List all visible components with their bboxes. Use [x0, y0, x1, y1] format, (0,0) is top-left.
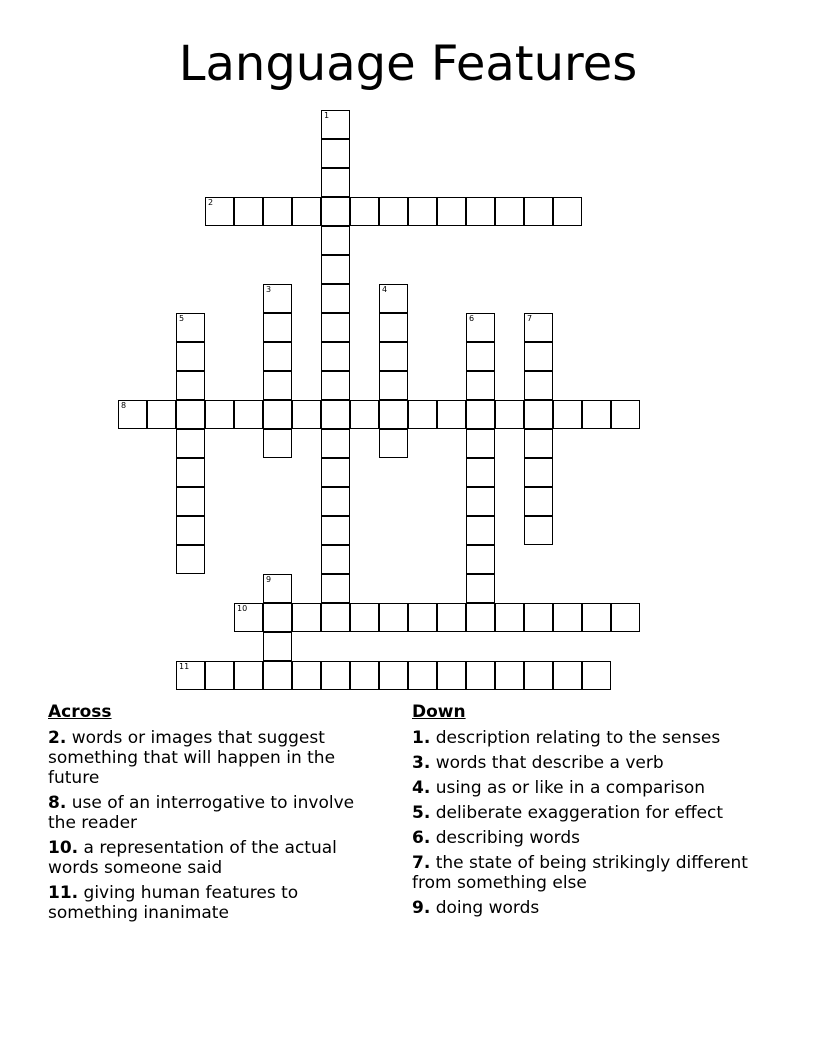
clue-number: 2: [208, 198, 214, 207]
grid-cell[interactable]: [379, 371, 408, 400]
clue-num: 11.: [48, 883, 79, 903]
grid-cell[interactable]: [205, 661, 234, 690]
grid-cell[interactable]: [466, 197, 495, 226]
grid-cell[interactable]: [611, 603, 640, 632]
down-clue: [412, 898, 762, 918]
clue-text: giving human features to something inanimate: [48, 883, 299, 923]
grid-cell[interactable]: [582, 661, 611, 690]
grid-cell[interactable]: [147, 400, 176, 429]
page-title: Language Features: [178, 36, 638, 92]
down-clue: [412, 803, 762, 823]
grid-cell[interactable]: [582, 400, 611, 429]
grid-cell[interactable]: [379, 313, 408, 342]
grid-cell[interactable]: [379, 661, 408, 690]
across-clue: [48, 838, 378, 878]
clue-number: 5: [179, 314, 185, 323]
grid-cell[interactable]: [379, 342, 408, 371]
clue-text: description relating to the senses: [435, 728, 721, 748]
grid-cell[interactable]: [263, 400, 292, 429]
clue-text: deliberate exaggeration for effect: [435, 803, 724, 823]
grid-cell[interactable]: [205, 400, 234, 429]
clue-num: 2.: [48, 728, 67, 748]
grid-cell[interactable]: [524, 487, 553, 516]
grid-cell[interactable]: [379, 429, 408, 458]
grid-cell[interactable]: [553, 603, 582, 632]
grid-cell[interactable]: [437, 400, 466, 429]
grid-cell[interactable]: [524, 313, 553, 342]
grid-cell[interactable]: [321, 168, 350, 197]
grid-cell[interactable]: [263, 429, 292, 458]
grid-cell[interactable]: [321, 371, 350, 400]
grid-cell[interactable]: [292, 197, 321, 226]
grid-cell[interactable]: [234, 603, 263, 632]
clue-number: 3: [266, 285, 272, 294]
grid-cell[interactable]: [495, 603, 524, 632]
clue-num: 3.: [412, 753, 431, 773]
grid-cell[interactable]: [321, 255, 350, 284]
grid-cell[interactable]: [466, 458, 495, 487]
clue-text: use of an interrogative to involve the reader: [48, 793, 355, 833]
grid-cell[interactable]: [292, 400, 321, 429]
grid-cell[interactable]: [263, 603, 292, 632]
grid-cell[interactable]: [321, 516, 350, 545]
clue-num: 5.: [412, 803, 431, 823]
clue-num: 8.: [48, 793, 67, 813]
grid-cell[interactable]: [466, 661, 495, 690]
down-clue: [412, 828, 762, 848]
grid-cell[interactable]: [321, 139, 350, 168]
grid-cell[interactable]: [524, 516, 553, 545]
grid-cell[interactable]: [379, 197, 408, 226]
grid-cell[interactable]: [611, 400, 640, 429]
grid-cell[interactable]: [263, 313, 292, 342]
clue-num: 10.: [48, 838, 79, 858]
grid-cell[interactable]: [466, 342, 495, 371]
grid-cell[interactable]: [176, 429, 205, 458]
grid-cell[interactable]: [437, 197, 466, 226]
grid-cell[interactable]: [263, 342, 292, 371]
grid-cell[interactable]: [176, 516, 205, 545]
grid-cell[interactable]: [263, 574, 292, 603]
grid-cell[interactable]: [176, 400, 205, 429]
clue-text: words that describe a verb: [435, 753, 664, 773]
grid-cell[interactable]: [553, 400, 582, 429]
clue-text: doing words: [435, 898, 540, 918]
grid-cell[interactable]: [205, 197, 234, 226]
down-clue: [412, 753, 762, 773]
grid-cell[interactable]: [292, 603, 321, 632]
grid-cell[interactable]: [263, 632, 292, 661]
clue-text: describing words: [435, 828, 580, 848]
grid-cell[interactable]: [379, 603, 408, 632]
grid-cell[interactable]: [524, 458, 553, 487]
grid-cell[interactable]: [321, 284, 350, 313]
grid-cell[interactable]: [321, 429, 350, 458]
grid-cell[interactable]: [350, 661, 379, 690]
grid-cell[interactable]: [263, 197, 292, 226]
grid-cell[interactable]: [466, 371, 495, 400]
grid-cell[interactable]: [176, 342, 205, 371]
grid-cell[interactable]: [553, 197, 582, 226]
grid-cell[interactable]: [321, 197, 350, 226]
across-heading: Across: [48, 702, 112, 722]
grid-cell[interactable]: [321, 458, 350, 487]
down-clues: [412, 702, 762, 923]
clue-text: the state of being strikingly different from something else: [412, 853, 748, 893]
grid-cell[interactable]: [524, 400, 553, 429]
grid-cell[interactable]: [582, 603, 611, 632]
grid-cell[interactable]: [263, 661, 292, 690]
grid-cell[interactable]: [118, 400, 147, 429]
down-clue: [412, 853, 762, 893]
grid-cell[interactable]: [495, 400, 524, 429]
grid-cell[interactable]: [408, 400, 437, 429]
grid-cell[interactable]: [379, 400, 408, 429]
grid-cell[interactable]: [350, 197, 379, 226]
clue-num: 9.: [412, 898, 431, 918]
grid-cell[interactable]: [321, 603, 350, 632]
grid-cell[interactable]: [176, 458, 205, 487]
grid-cell[interactable]: [176, 371, 205, 400]
grid-cell[interactable]: [321, 545, 350, 574]
grid-cell[interactable]: [437, 661, 466, 690]
grid-cell[interactable]: [234, 197, 263, 226]
grid-cell[interactable]: [466, 429, 495, 458]
across-clue: [48, 728, 378, 788]
grid-cell[interactable]: [437, 603, 466, 632]
grid-cell[interactable]: [466, 313, 495, 342]
clue-number: 1: [324, 111, 330, 120]
across-clue-list: [48, 728, 378, 923]
down-heading: Down: [412, 702, 466, 722]
clue-number: 10: [237, 604, 248, 613]
clue-number: 11: [179, 662, 190, 671]
grid-cell[interactable]: [466, 603, 495, 632]
grid-cell[interactable]: [466, 400, 495, 429]
grid-cell[interactable]: [379, 284, 408, 313]
grid-cell[interactable]: [350, 400, 379, 429]
grid-cell[interactable]: [292, 661, 321, 690]
grid-cell[interactable]: [234, 400, 263, 429]
grid-cell[interactable]: [350, 603, 379, 632]
grid-cell[interactable]: [176, 661, 205, 690]
grid-cell[interactable]: [408, 197, 437, 226]
clue-text: a representation of the actual words someone said: [48, 838, 337, 878]
grid-cell[interactable]: [321, 487, 350, 516]
grid-cell[interactable]: [553, 661, 582, 690]
grid-cell[interactable]: [524, 429, 553, 458]
grid-cell[interactable]: [524, 661, 553, 690]
across-clues: [48, 702, 378, 928]
clue-number: 9: [266, 575, 272, 584]
clue-text: using as or like in a comparison: [435, 778, 706, 798]
grid-cell[interactable]: [466, 574, 495, 603]
grid-cell[interactable]: [321, 226, 350, 255]
grid-cell[interactable]: [321, 342, 350, 371]
grid-cell[interactable]: [466, 487, 495, 516]
grid-cell[interactable]: [524, 371, 553, 400]
clue-number: 6: [469, 314, 475, 323]
grid-cell[interactable]: [321, 110, 350, 139]
clue-num: 7.: [412, 853, 431, 873]
grid-cell[interactable]: [263, 371, 292, 400]
clue-num: 1.: [412, 728, 431, 748]
grid-cell[interactable]: [466, 545, 495, 574]
grid-cell[interactable]: [466, 516, 495, 545]
grid-cell[interactable]: [524, 197, 553, 226]
grid-cell[interactable]: [321, 574, 350, 603]
grid-cell[interactable]: [408, 661, 437, 690]
grid-cell[interactable]: [263, 284, 292, 313]
clue-number: 4: [382, 285, 388, 294]
grid-cell[interactable]: [176, 313, 205, 342]
clue-text: words or images that suggest something that will happen in the future: [48, 728, 336, 788]
grid-cell[interactable]: [524, 342, 553, 371]
grid-cell[interactable]: [321, 661, 350, 690]
grid-cell[interactable]: [176, 545, 205, 574]
grid-cell[interactable]: [234, 661, 263, 690]
grid-cell[interactable]: [321, 313, 350, 342]
across-clue: [48, 883, 378, 923]
down-clue: [412, 778, 762, 798]
grid-cell[interactable]: [524, 603, 553, 632]
clue-num: 6.: [412, 828, 431, 848]
grid-cell[interactable]: [495, 661, 524, 690]
down-clue: [412, 728, 762, 748]
grid-cell[interactable]: [408, 603, 437, 632]
clue-number: 8: [121, 401, 127, 410]
across-clue: [48, 793, 378, 833]
down-clue-list: [412, 728, 762, 918]
grid-cell[interactable]: [321, 400, 350, 429]
grid-cell[interactable]: [176, 487, 205, 516]
clue-num: 4.: [412, 778, 431, 798]
grid-cell[interactable]: [495, 197, 524, 226]
clue-number: 7: [527, 314, 533, 323]
